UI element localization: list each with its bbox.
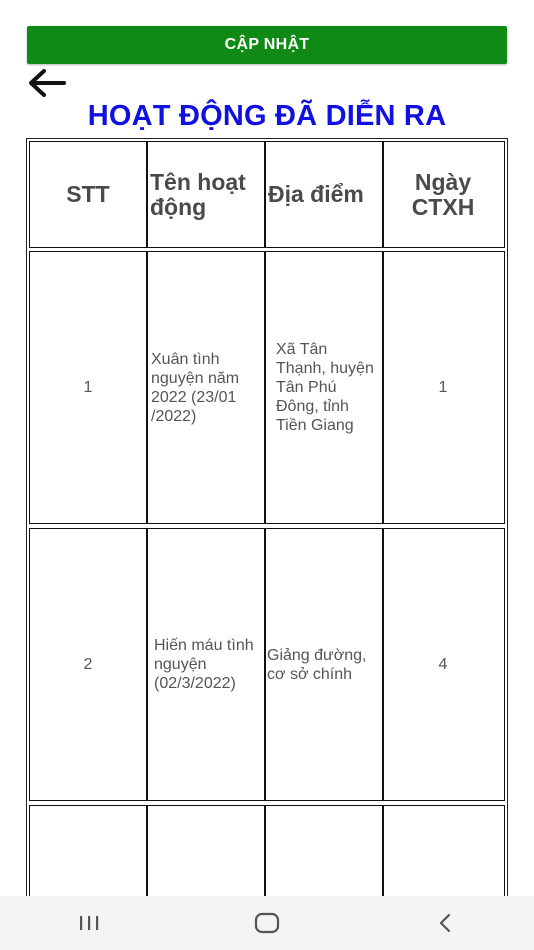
cell-activity: Xuân tình nguyện năm 2022 (23/01 /2022) xyxy=(148,252,266,523)
recents-button[interactable] xyxy=(59,903,119,943)
cell-location: Giảng đường, cơ sở chính xyxy=(266,529,384,800)
back-button[interactable] xyxy=(25,66,67,100)
nav-back-icon xyxy=(435,912,455,934)
cell-location: Xã Tân Thạnh, huyện Tân Phú Đông, tỉnh Tiền Giang xyxy=(266,252,384,523)
cell-activity: Hiến máu tình nguyện (02/3/2022) xyxy=(148,529,266,800)
table-row xyxy=(29,805,505,896)
header-location: Địa điểm xyxy=(266,142,384,247)
cell-days: 1 xyxy=(438,379,448,396)
cell-stt: 1 xyxy=(30,252,148,523)
system-nav-bar xyxy=(0,896,534,950)
header-stt: STT xyxy=(30,142,148,247)
home-button[interactable] xyxy=(237,903,297,943)
cell-stt: 2 xyxy=(30,529,148,800)
activities-table xyxy=(26,138,508,896)
status-time: 23:20 xyxy=(30,4,63,20)
header-activity: Tên hoạt động xyxy=(148,142,266,247)
page-title: HOẠT ĐỘNG ĐÃ DIỄN RA xyxy=(87,100,447,132)
arrow-left-icon xyxy=(26,68,66,98)
status-bar xyxy=(0,0,534,24)
status-battery: 36% xyxy=(477,4,504,20)
cell-days: 4 xyxy=(438,656,448,673)
table-row xyxy=(29,251,505,524)
table-row xyxy=(29,528,505,801)
home-icon xyxy=(253,912,281,934)
table-header-row xyxy=(29,141,505,248)
nav-back-button[interactable] xyxy=(415,903,475,943)
update-button[interactable]: CẬP NHẬT xyxy=(27,26,507,64)
header-days: Ngày CTXH xyxy=(411,168,475,220)
recent-apps-icon xyxy=(77,913,101,933)
